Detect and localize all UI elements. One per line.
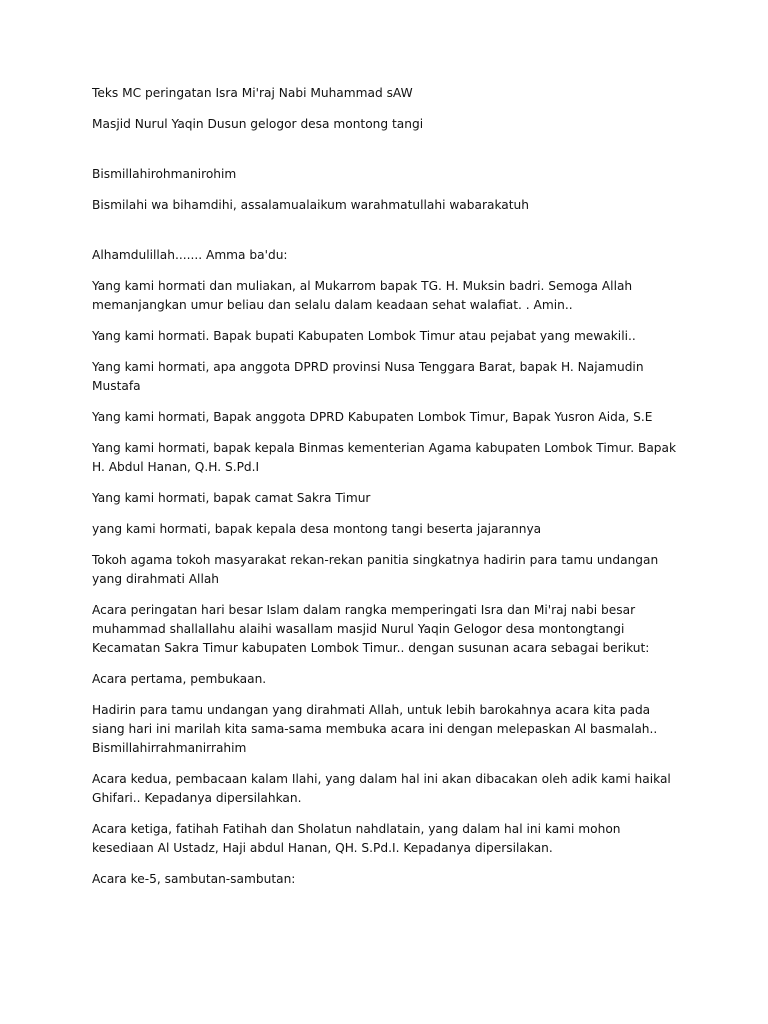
opening-line: Alhamdulillah....... Amma ba'du:	[92, 248, 288, 262]
paragraph: Yang kami hormati̇ dan muliakan, al Mukarrom bapak TG. H. Muksin badri. Semoga Allah memanjangkan umur beliau dan selalu dalam keadaan sehat walafiat. . Amin..	[92, 279, 633, 312]
paragraph: Yang kami hormati̇, Bapak anggota DPRD Kabupaten Lombok Timur, Bapak Yusron Aida, S.E	[92, 410, 653, 424]
paragraph: Acara peringatan hari besar Islam dalam rangka memperingati̇ Isra dan Mi'raj nabi besar muhammad shallallahu alaihi wasallam masjid Nurul Yaqin Gelogor desa montongtangi Kecamatan Sakra Timur kabupaten Lombok Timur.. dengan susunan acara sebagai berikut:	[92, 603, 650, 655]
paragraph: Acara ke-5, sambutan-sambutan:	[92, 872, 296, 886]
document-title: Teks MC peringatan Isra Mi'raj Nabi Muhammad sAW	[92, 86, 413, 100]
paragraph: Tokoh agama tokoh masyarakat rekan-rekan paniti̇a singkatnya hadirin para tamu undangan yang dirahmati̇ Allah	[92, 553, 659, 586]
paragraph: Hadirin para tamu undangan yang dirahmati̇ Allah, untuk lebih barokahnya acara kita pada siang hari ini marilah kita sama-sama membuka acara ini dengan melepaskan Al basmalah.. Bismillahirrahmanirrahim	[92, 703, 658, 755]
document-location: Masjid Nurul Yaqin Dusun gelogor desa montong tangi	[92, 117, 424, 131]
paragraph: Acara pertama, pembukaan.	[92, 672, 267, 686]
paragraph: Yang kami hormati̇, apa anggota DPRD provinsi Nusa Tenggara Barat, bapak H. Najamudin Mustafa	[92, 360, 644, 393]
spacer	[92, 227, 682, 246]
salam-line: Bismilahi wa bihamdihi, assalamualaikum warahmatullahi wabarakatuh	[92, 198, 529, 212]
spacer	[92, 146, 682, 165]
paragraph: yang kami hormati̇, bapak kepala desa montong tangi beserta jajarannya	[92, 522, 542, 536]
paragraph: Acara kedua, pembacaan kalam Ilahi, yang dalam hal ini akan dibacakan oleh adik kami haikal Ghifari.. Kepadanya dipersilahkan.	[92, 772, 671, 805]
paragraph: Yang kami hormati̇, bapak kepala Binmas kementerian Agama kabupaten Lombok Timur. Bapak H. Abdul Hanan, Q.H. S.Pd.I	[92, 441, 677, 474]
bismillah-line: Bismillahirohmanirohim	[92, 167, 237, 181]
paragraph: Yang kami hormati̇, bapak camat Sakra Timur	[92, 491, 371, 505]
document-page	[92, 84, 682, 901]
paragraph: Yang kami hormati̇. Bapak bupati̇ Kabupaten Lombok Timur atau pejabat yang mewakili..	[92, 329, 636, 343]
paragraph: Acara keti̇ga, fati̇hah Fati̇hah dan Sholatun nahdlatain, yang dalam hal ini kami mohon kesediaan Al Ustadz, Haji abdul Hanan, QH. S.Pd.I. Kepadanya dipersilakan.	[92, 822, 621, 855]
